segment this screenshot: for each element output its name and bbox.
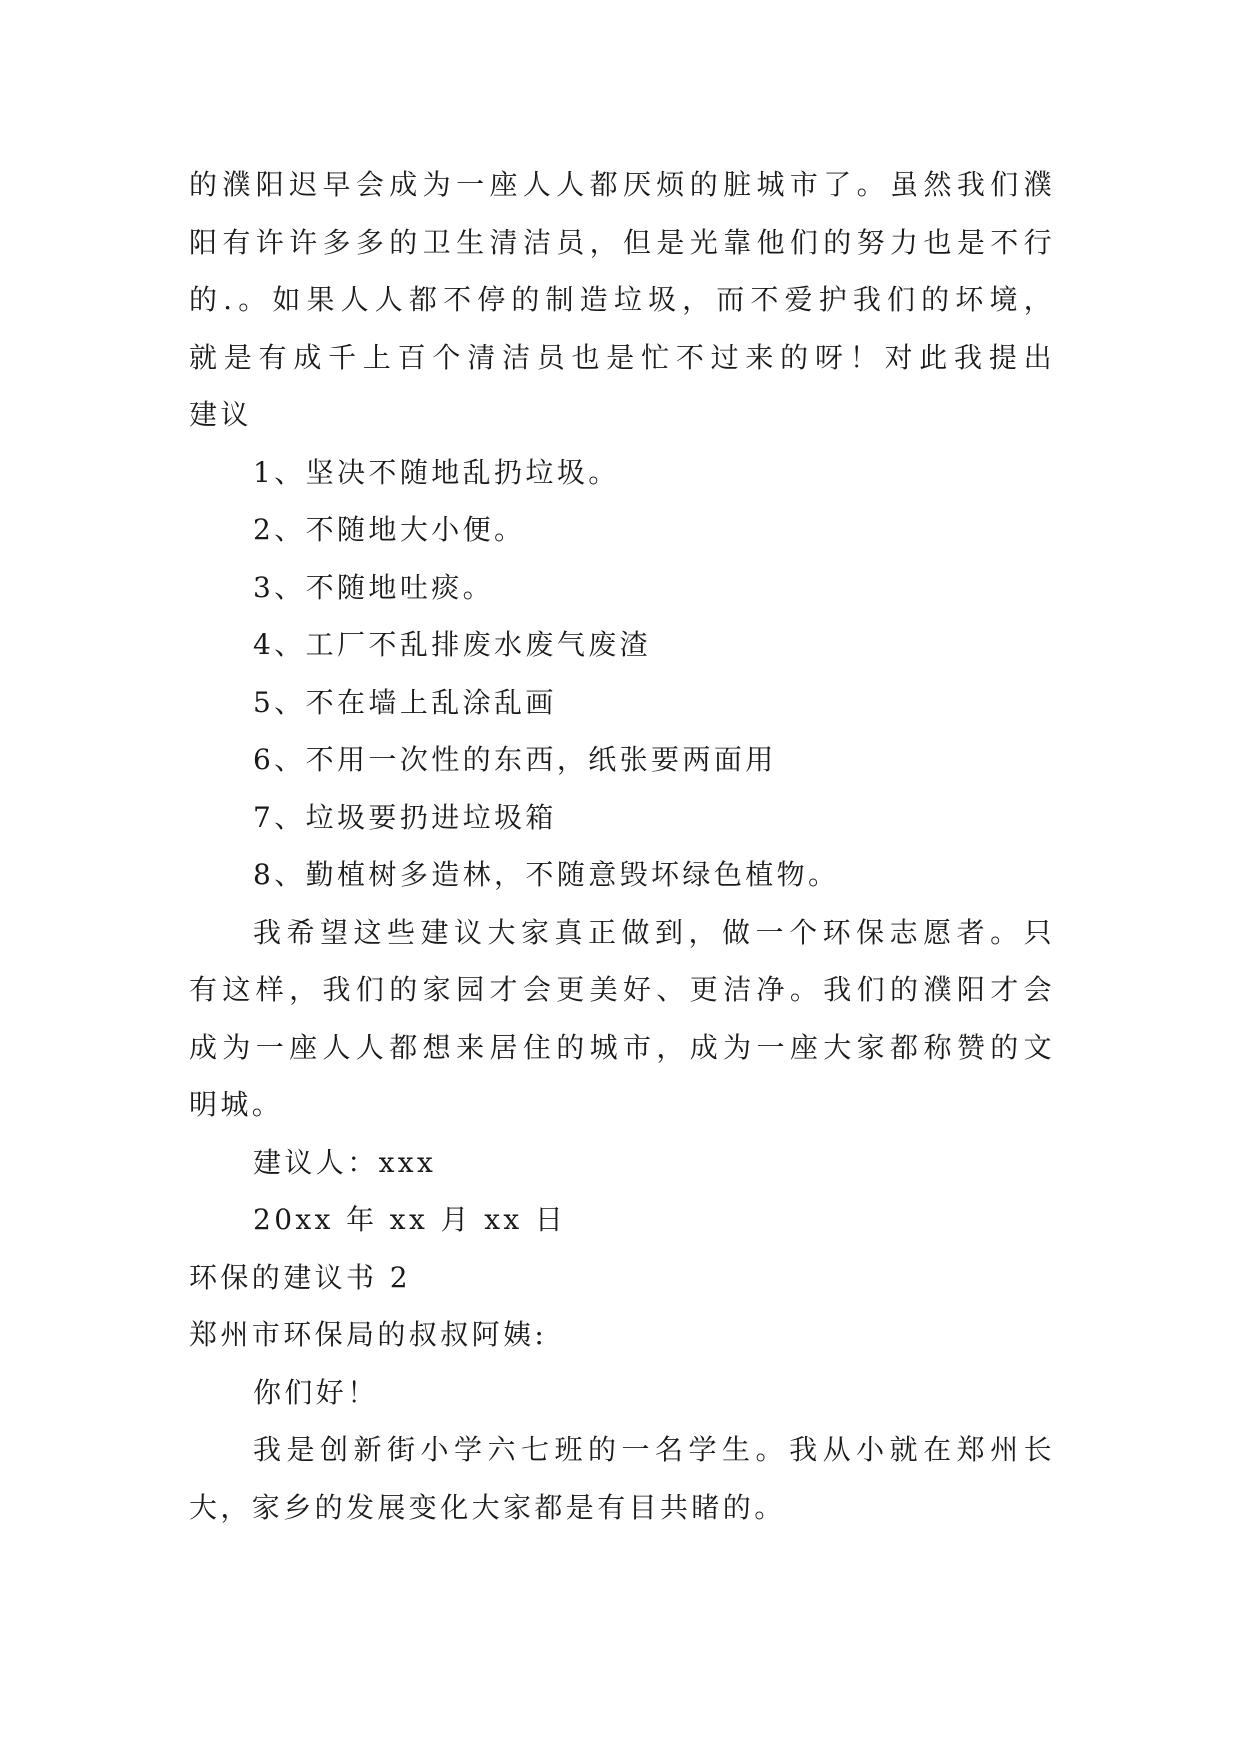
document-body bbox=[189, 156, 1055, 1536]
intro-line: 我是创新街小学六七班的一名学生。我从小就在郑州长 bbox=[253, 1433, 1055, 1466]
closing-line: 有这样，我们的家园才会更美好、更洁净。我们的濮阳才会 bbox=[189, 973, 1055, 1006]
intro-line: 大，家乡的发展变化大家都是有目共睹的。 bbox=[189, 1490, 786, 1524]
paragraph-line: 的.。如果人人都不停的制造垃圾，而不爱护我们的坏境， bbox=[189, 283, 1055, 316]
closing-line: 我希望这些建议大家真正做到，做一个环保志愿者。只 bbox=[253, 915, 1055, 949]
suggestion-item-5: 5、不在墙上乱涂乱画 bbox=[253, 685, 557, 719]
closing-line: 明城。 bbox=[189, 1088, 284, 1121]
suggestion-item-7: 7、垃圾要扔进垃圾箱 bbox=[253, 800, 557, 834]
salutation: 郑州市环保局的叔叔阿姨: bbox=[189, 1318, 548, 1351]
greeting: 你们好！ bbox=[253, 1375, 379, 1409]
suggestion-item-1: 1、坚决不随地乱扔垃圾。 bbox=[253, 455, 620, 489]
paragraph-line: 建议 bbox=[189, 398, 252, 431]
signature: 建议人：xxx bbox=[253, 1145, 437, 1179]
suggestion-item-3: 3、不随地吐痰。 bbox=[253, 570, 495, 604]
suggestion-item-8: 8、勤植树多造林，不随意毁坏绿色植物。 bbox=[253, 858, 840, 891]
section-title: 环保的建议书 2 bbox=[189, 1260, 411, 1294]
suggestion-item-6: 6、不用一次性的东西，纸张要两面用 bbox=[253, 743, 777, 776]
suggestion-item-2: 2、不随地大小便。 bbox=[253, 513, 526, 546]
paragraph-line: 的濮阳迟早会成为一座人人都厌烦的脏城市了。虽然我们濮 bbox=[189, 168, 1055, 201]
closing-line: 成为一座人人都想来居住的城市，成为一座大家都称赞的文 bbox=[189, 1030, 1055, 1064]
paragraph-line: 就是有成千上百个清洁员也是忙不过来的呀！对此我提出 bbox=[189, 340, 1055, 374]
suggestion-item-4: 4、工厂不乱排废水废气废渣 bbox=[253, 628, 652, 661]
paragraph-line: 阳有许许多多的卫生清洁员，但是光靠他们的努力也是不行 bbox=[189, 225, 1055, 259]
date: 20xx 年 xx 月 xx 日 bbox=[253, 1203, 567, 1236]
